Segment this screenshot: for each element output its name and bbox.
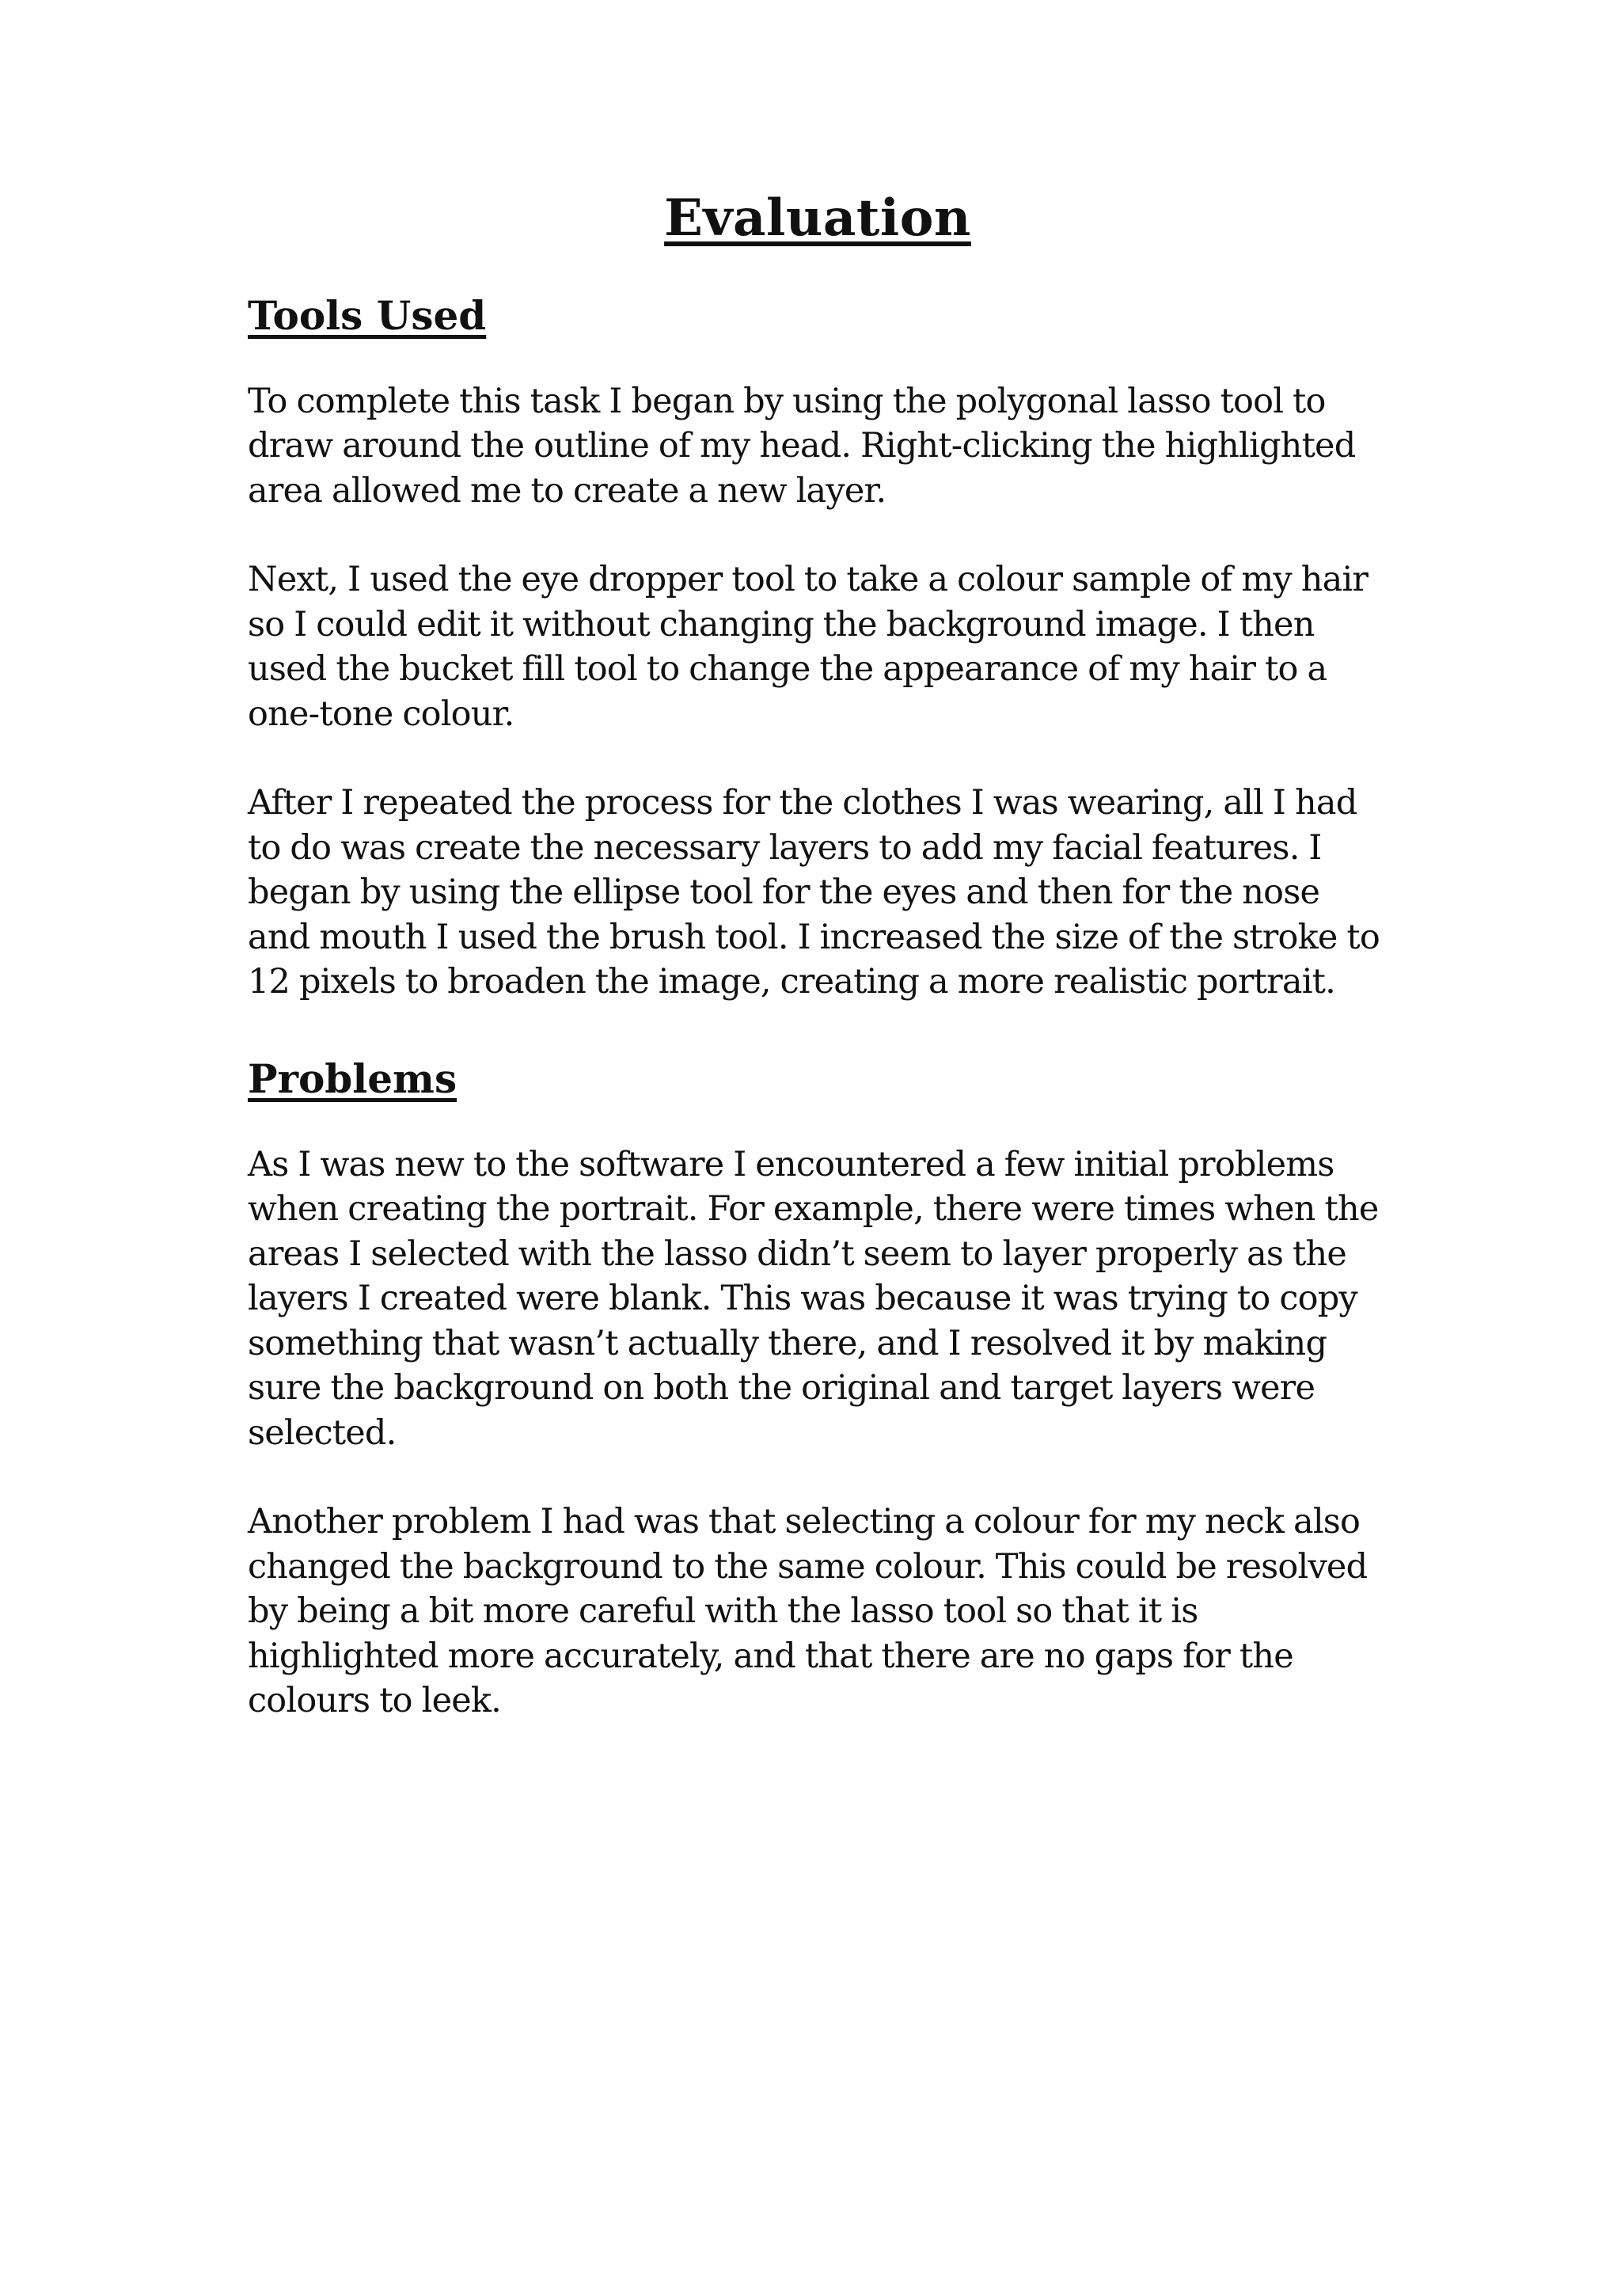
- document-title: Evaluation: [664, 188, 971, 248]
- problems-section: [248, 1047, 1388, 1724]
- problems-paragraph-1: As I was new to the software I encountered a few initial problems when creating the portrait. For example, there were times when the areas I selected with the lasso didn’t seem to layer properly as the layers I created were blank. This was because it was trying to copy something that wasn’t actually there, and I resolved it by making sure the background on both the original and target layers were selected.: [248, 1144, 1379, 1453]
- tools-used-paragraph-1: To complete this task I began by using the polygonal lasso tool to draw around the outline of my head. Right-clicking the highlighted area allowed me to create a new layer.: [248, 381, 1356, 511]
- document-content: [248, 188, 1388, 1768]
- tools-used-heading: Tools Used: [248, 291, 487, 339]
- tools-used-section: [248, 292, 1388, 1005]
- tools-used-paragraph-2: Next, I used the eye dropper tool to take a colour sample of my hair so I could edit it without changing the background image. I then used the bucket fill tool to change the appearance of my hair to a one-tone colour.: [248, 560, 1369, 734]
- tools-used-paragraph-3: After I repeated the process for the clothes I was wearing, all I had to do was create the necessary layers to add my facial features. I began by using the ellipse tool for the eyes and then for the nose and mouth I used the brush tool. I increased the size of the stroke to 12 pixels to broaden the image, creating a more realistic portrait.: [248, 783, 1380, 1002]
- problems-heading: Problems: [248, 1055, 457, 1102]
- problems-paragraph-2: Another problem I had was that selecting a colour for my neck also changed the background to the same colour. This could be resolved by being a bit more careful with the lasso tool so that it is highlighted more accurately, and that there are no gaps for the colours to leek.: [248, 1502, 1368, 1721]
